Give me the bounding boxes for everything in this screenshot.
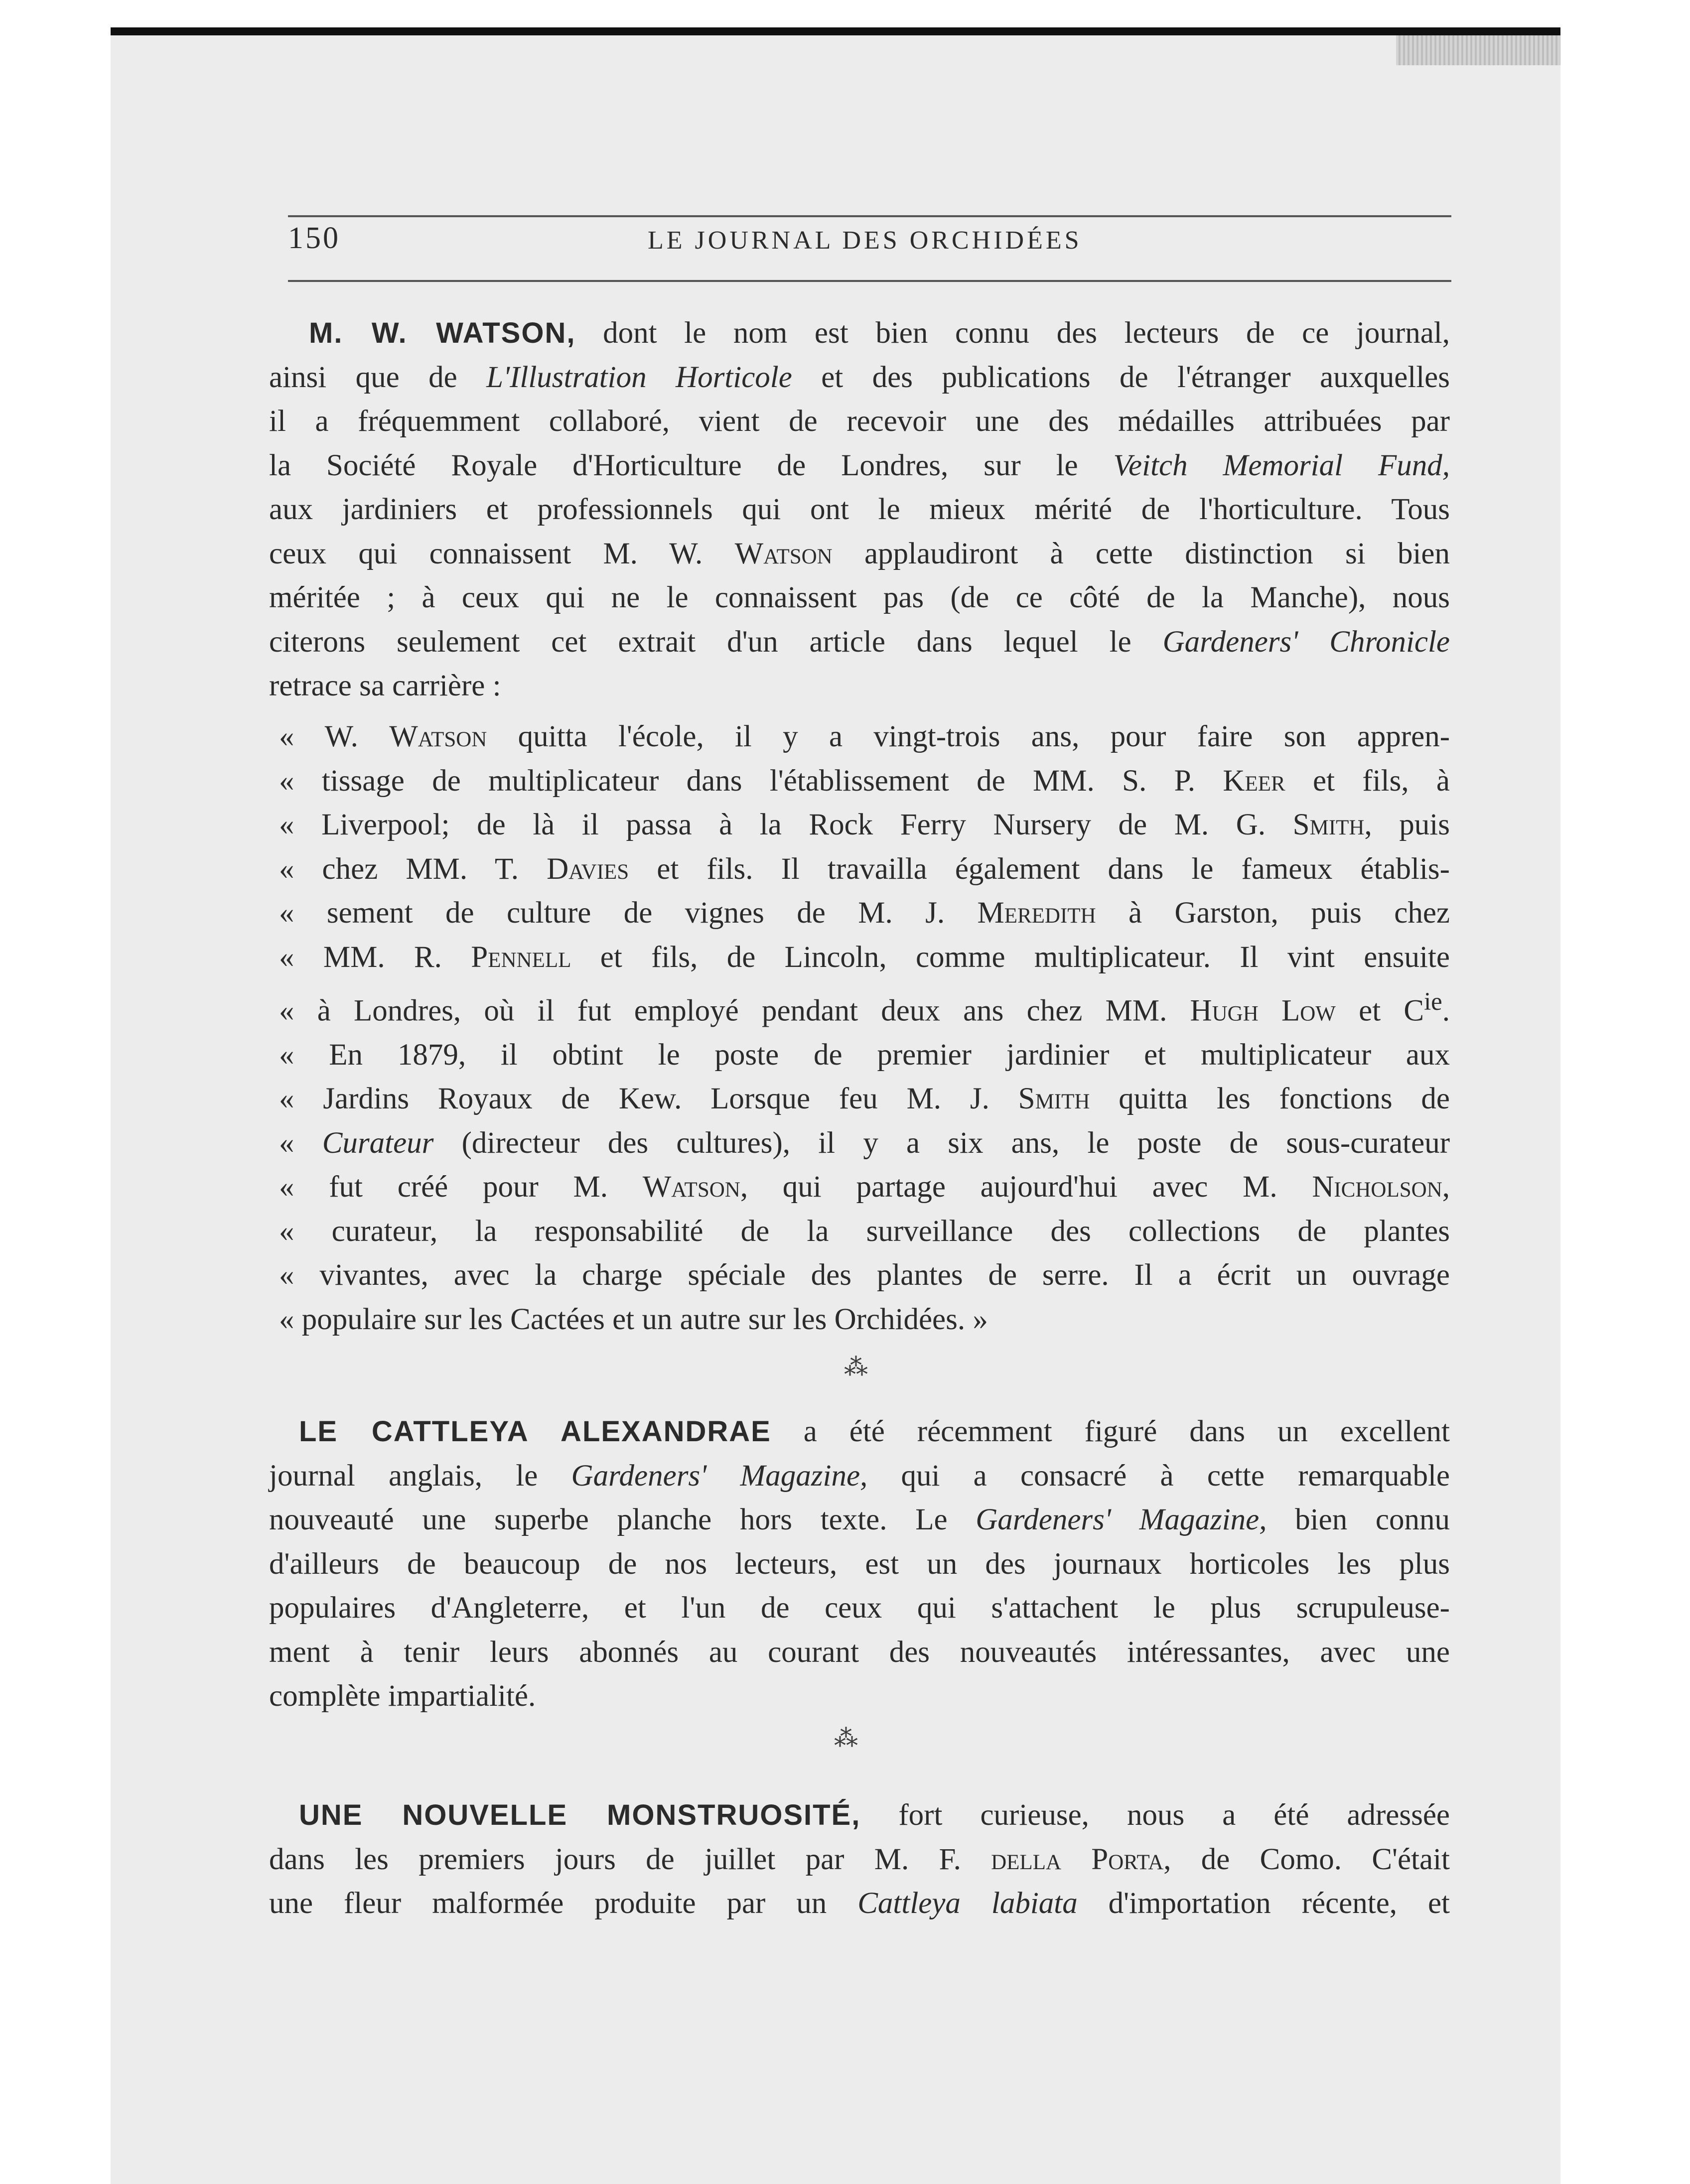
text: d'importation récente, et	[1077, 1887, 1450, 1920]
text: (directeur des cultures), il y a six ans, le poste de sous-curateur	[433, 1126, 1450, 1160]
text: « W.	[279, 720, 390, 753]
text-line: populaires d'Angleterre, et l'un de ceux qui s'attachent le plus scrupuleuse-	[269, 1591, 1450, 1625]
quote-line: « vivantes, avec la charge spéciale des plantes de serre. Il a écrit un ouvrage	[279, 1258, 1450, 1292]
text: et C	[1335, 994, 1424, 1028]
text: dans les premiers jours de juillet par M. F.	[269, 1842, 991, 1876]
quote-line	[279, 803, 1450, 847]
text: a été récemment figuré dans un excellent	[771, 1415, 1450, 1448]
quote-line: « En 1879, il obtint le poste de premier jardinier et multiplicateur aux	[279, 1038, 1450, 1072]
text: applaudiront à cette distinction si bien	[832, 537, 1450, 570]
text: quitta l'école, il y a vingt-trois ans, pour faire son appren-	[487, 720, 1450, 753]
text: dont le nom est bien connu des lecteurs de ce journal,	[575, 316, 1450, 350]
text: « sement de culture de vignes de M. J.	[279, 896, 978, 930]
quote-line: « curateur, la responsabilité de la surveillance des collections de plantes	[279, 1214, 1450, 1248]
text-line	[269, 444, 1450, 488]
text: , puis	[1364, 808, 1450, 841]
italic-title: L'Illustration Horticole	[486, 360, 792, 394]
quote-line	[279, 1165, 1450, 1210]
text: « chez MM. T.	[279, 852, 547, 886]
text: et fils. Il travailla également dans le fameux établis-	[629, 852, 1450, 886]
smallcaps-name: Nicholson	[1312, 1170, 1442, 1204]
quote-line	[279, 979, 1450, 1033]
text: bien connu	[1267, 1503, 1450, 1536]
quote-line	[279, 759, 1450, 804]
smallcaps-name: Pennell	[471, 940, 571, 974]
header-rule-top	[288, 215, 1451, 217]
asterism-divider: ⁂	[844, 1354, 868, 1380]
smallcaps-name: Keer	[1223, 764, 1285, 798]
lead-heading: M. W. WATSON,	[309, 317, 576, 349]
italic-species: Cattleya labiata	[857, 1887, 1078, 1920]
text: « MM. R.	[279, 940, 471, 974]
text: « fut créé pour M.	[279, 1170, 643, 1204]
text: qui a consacré à cette remarquable	[867, 1459, 1450, 1493]
text-line	[269, 1410, 1450, 1454]
header-rule-bottom	[288, 280, 1451, 282]
text: .	[1442, 994, 1450, 1028]
quotation	[279, 715, 1450, 1342]
italic-title: Veitch Memorial Fund,	[1113, 448, 1450, 482]
paragraph-cattleya	[269, 1410, 1450, 1719]
text: et des publications de l'étranger auxquelles	[792, 360, 1450, 394]
text: journal anglais, le	[269, 1459, 571, 1493]
italic-title: Gardeners' Magazine,	[976, 1503, 1267, 1536]
smallcaps-name: della Porta	[991, 1842, 1164, 1876]
text-line: ment à tenir leurs abonnés au courant des nouveautés intéressantes, avec une	[269, 1635, 1450, 1669]
italic-term: Curateur	[322, 1126, 434, 1160]
running-title: LE JOURNAL DES ORCHIDÉES	[648, 226, 1082, 255]
italic-title: Gardeners' Chronicle	[1162, 625, 1450, 659]
smallcaps-name: Smith	[1018, 1082, 1090, 1116]
text: ceux qui connaissent M. W.	[269, 537, 735, 570]
text: quitta les fonctions de	[1090, 1082, 1450, 1116]
text-line	[269, 532, 1450, 576]
text: « Liverpool; de là il passa à la Rock Ferry Nursery de M. G.	[279, 808, 1293, 841]
text: « Jardins Royaux de Kew. Lorsque feu M. J.	[279, 1082, 1018, 1116]
smallcaps-name: Hugh Low	[1190, 994, 1336, 1028]
smallcaps-name: Watson	[389, 720, 487, 753]
text: la Société Royale d'Horticulture de Londres, sur le	[269, 448, 1114, 482]
text-line: aux jardiniers et professionnels qui ont le mieux mérité de l'horticulture. Tous	[269, 493, 1450, 526]
text-line: il a fréquemment collaboré, vient de recevoir une des médailles attribuées par	[269, 405, 1450, 438]
quote-line	[279, 715, 1450, 759]
lead-heading: UNE NOUVELLE MONSTRUOSITÉ,	[299, 1799, 861, 1831]
quote-line	[279, 1077, 1450, 1121]
lead-heading: LE CATTLEYA ALEXANDRAE	[299, 1415, 771, 1448]
superscript: ie	[1424, 987, 1442, 1015]
text-line	[269, 1793, 1450, 1838]
page-number: 150	[288, 221, 340, 255]
text-line	[269, 1882, 1450, 1926]
quote-line	[279, 891, 1450, 936]
text: « tissage de multiplicateur dans l'établissement de MM. S. P.	[279, 764, 1223, 798]
text: nouveauté une superbe planche hors texte. Le	[269, 1503, 976, 1536]
text-line	[269, 1498, 1450, 1542]
text: citerons seulement cet extrait d'un article dans lequel le	[269, 625, 1163, 659]
asterism-divider: ⁂	[834, 1725, 858, 1752]
text: et fils, à	[1285, 764, 1450, 798]
text: une fleur malformée produite par un	[269, 1887, 858, 1920]
quote-line: « populaire sur les Cactées et un autre sur les Orchidées. »	[279, 1302, 988, 1336]
text: , qui partage aujourd'hui avec M.	[740, 1170, 1312, 1204]
text: « à Londres, où il fut employé pendant deux ans chez MM.	[279, 994, 1190, 1028]
quote-line	[279, 1121, 1450, 1166]
text-line: retrace sa carrière :	[269, 669, 501, 702]
paragraph-watson	[269, 311, 1450, 708]
page-edge	[1396, 35, 1560, 65]
text: ainsi que de	[269, 360, 487, 394]
quote-line	[279, 936, 1450, 980]
text-line	[269, 311, 1450, 356]
text: «	[279, 1126, 322, 1160]
smallcaps-name: Smith	[1292, 808, 1365, 841]
text-line	[269, 620, 1450, 665]
smallcaps-name: Davies	[547, 852, 629, 886]
text-line	[269, 1838, 1450, 1882]
smallcaps-name: Meredith	[977, 896, 1096, 930]
text: ,	[1442, 1170, 1450, 1204]
text-line: méritée ; à ceux qui ne le connaissent pas (de ce côté de la Manche), nous	[269, 581, 1450, 614]
paragraph-monstruosite	[269, 1793, 1450, 1926]
text: fort curieuse, nous a été adressée	[860, 1798, 1450, 1832]
text-line	[269, 1454, 1450, 1499]
text: et fils, de Lincoln, comme multiplicateur. Il vint ensuite	[571, 940, 1450, 974]
text: à Garston, puis chez	[1096, 896, 1450, 930]
text-line	[269, 356, 1450, 400]
text-line: d'ailleurs de beaucoup de nos lecteurs, est un des journaux horticoles les plus	[269, 1547, 1450, 1581]
quote-line	[279, 847, 1450, 892]
smallcaps-name: Watson	[642, 1170, 740, 1204]
text: , de Como. C'était	[1163, 1842, 1450, 1876]
italic-title: Gardeners' Magazine,	[571, 1459, 868, 1493]
smallcaps-name: Watson	[734, 537, 833, 570]
text-line: complète impartialité.	[269, 1679, 536, 1713]
